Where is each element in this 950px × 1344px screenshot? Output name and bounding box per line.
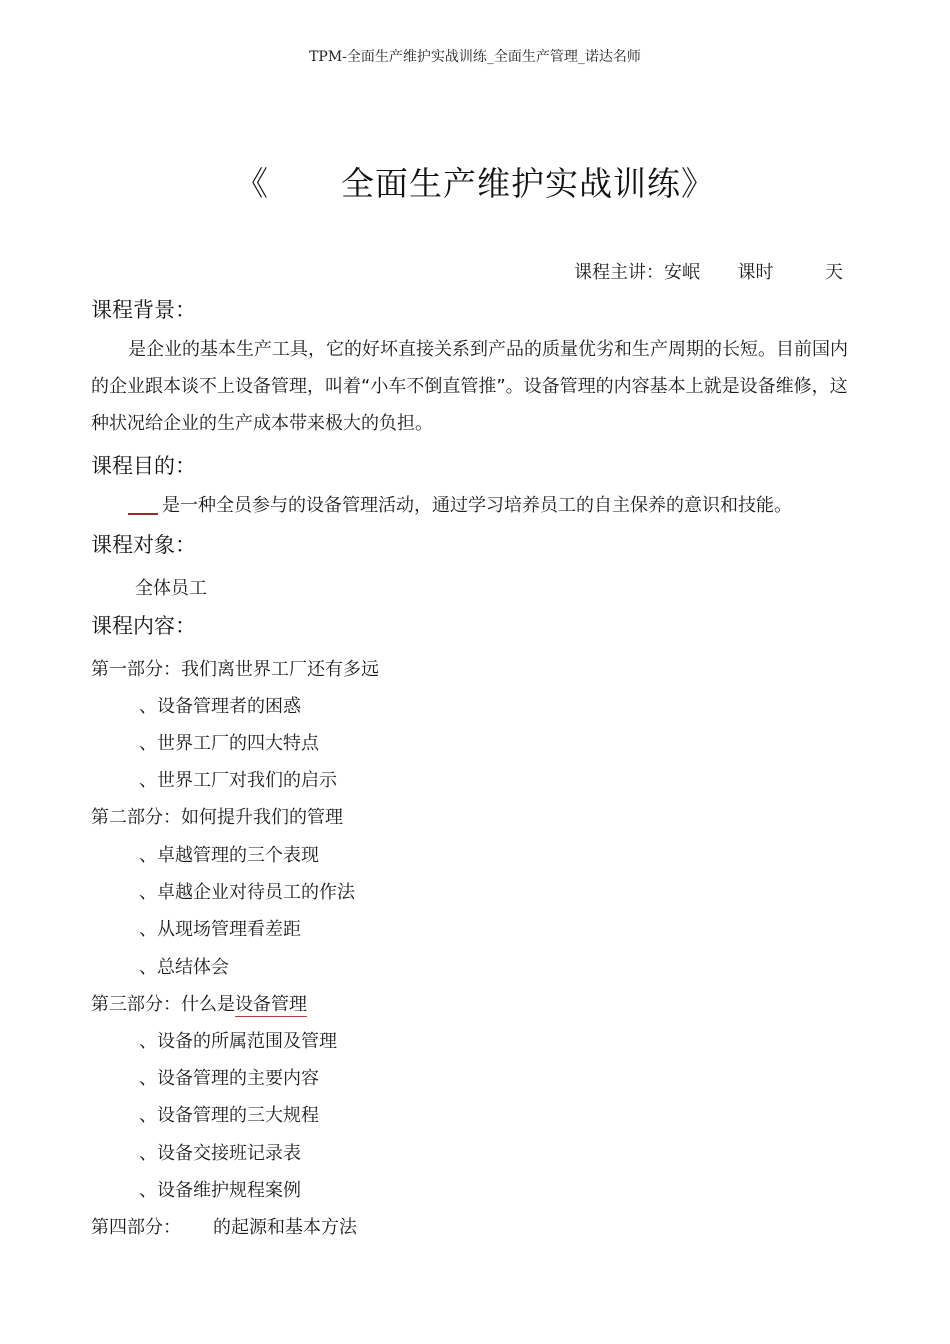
background-text: 是企业的基本生产工具，它的好坏直接关系到产品的质量优劣和生产周期的长短。目前国内的企业跟本谈不上设备管理，叫着“小车不倒直管推”。设备管理的内容基本上就是设备维修，这种状况给企业的生产成本带来极大的负担。 xyxy=(91,339,848,434)
part-3-title-underlined: 设备管理 xyxy=(235,994,307,1015)
page-header: TPM-全面生产维护实战训练_全面生产管理_诺达名师 xyxy=(309,49,641,65)
list-item: 、设备管理的主要内容 xyxy=(139,1068,319,1089)
title-open-bracket: 《 xyxy=(235,164,269,203)
part-3-title xyxy=(91,990,307,1016)
objective-line xyxy=(128,491,792,517)
content-heading: 课程内容： xyxy=(91,614,196,638)
list-item: 、总结体会 xyxy=(139,957,229,978)
lecturer-label: 课程主讲：安岷 xyxy=(574,262,700,283)
objective-heading: 课程目的： xyxy=(91,454,196,478)
list-item: 、设备管理的三大规程 xyxy=(139,1105,319,1126)
list-item: 、设备管理者的困惑 xyxy=(139,696,301,717)
part-1-title: 第一部分：我们离世界工厂还有多远 xyxy=(91,659,379,680)
part-3-title-prefix: 第三部分：什么是 xyxy=(91,994,235,1015)
part-4-title-prefix: 第四部分： xyxy=(91,1217,181,1238)
background-heading: 课程背景： xyxy=(91,298,196,322)
part-4-title xyxy=(91,1213,357,1239)
hours-label: 课时 xyxy=(737,262,774,283)
list-item: 、卓越管理的三个表现 xyxy=(139,845,319,866)
blank-underline xyxy=(128,513,158,515)
list-item: 、设备的所属范围及管理 xyxy=(139,1031,337,1052)
title-text: 全面生产维护实战训练》 xyxy=(341,164,715,203)
part-2-title: 第二部分：如何提升我们的管理 xyxy=(91,807,343,828)
days-label: 天 xyxy=(824,262,843,283)
list-item: 、世界工厂对我们的启示 xyxy=(139,770,337,791)
objective-text: 是一种全员参与的设备管理活动，通过学习培养员工的自主保养的意识和技能。 xyxy=(162,495,792,516)
course-meta xyxy=(574,258,843,284)
list-item: 、世界工厂的四大特点 xyxy=(139,733,319,754)
list-item: 、卓越企业对待员工的作法 xyxy=(139,882,355,903)
list-item: 、从现场管理看差距 xyxy=(139,919,301,940)
list-item: 、设备维护规程案例 xyxy=(139,1180,301,1201)
course-title xyxy=(0,158,950,205)
part-4-title-suffix: 的起源和基本方法 xyxy=(213,1217,357,1238)
list-item: 、设备交接班记录表 xyxy=(139,1143,301,1164)
audience-text: 全体员工 xyxy=(135,578,207,599)
audience-heading: 课程对象： xyxy=(91,533,196,557)
